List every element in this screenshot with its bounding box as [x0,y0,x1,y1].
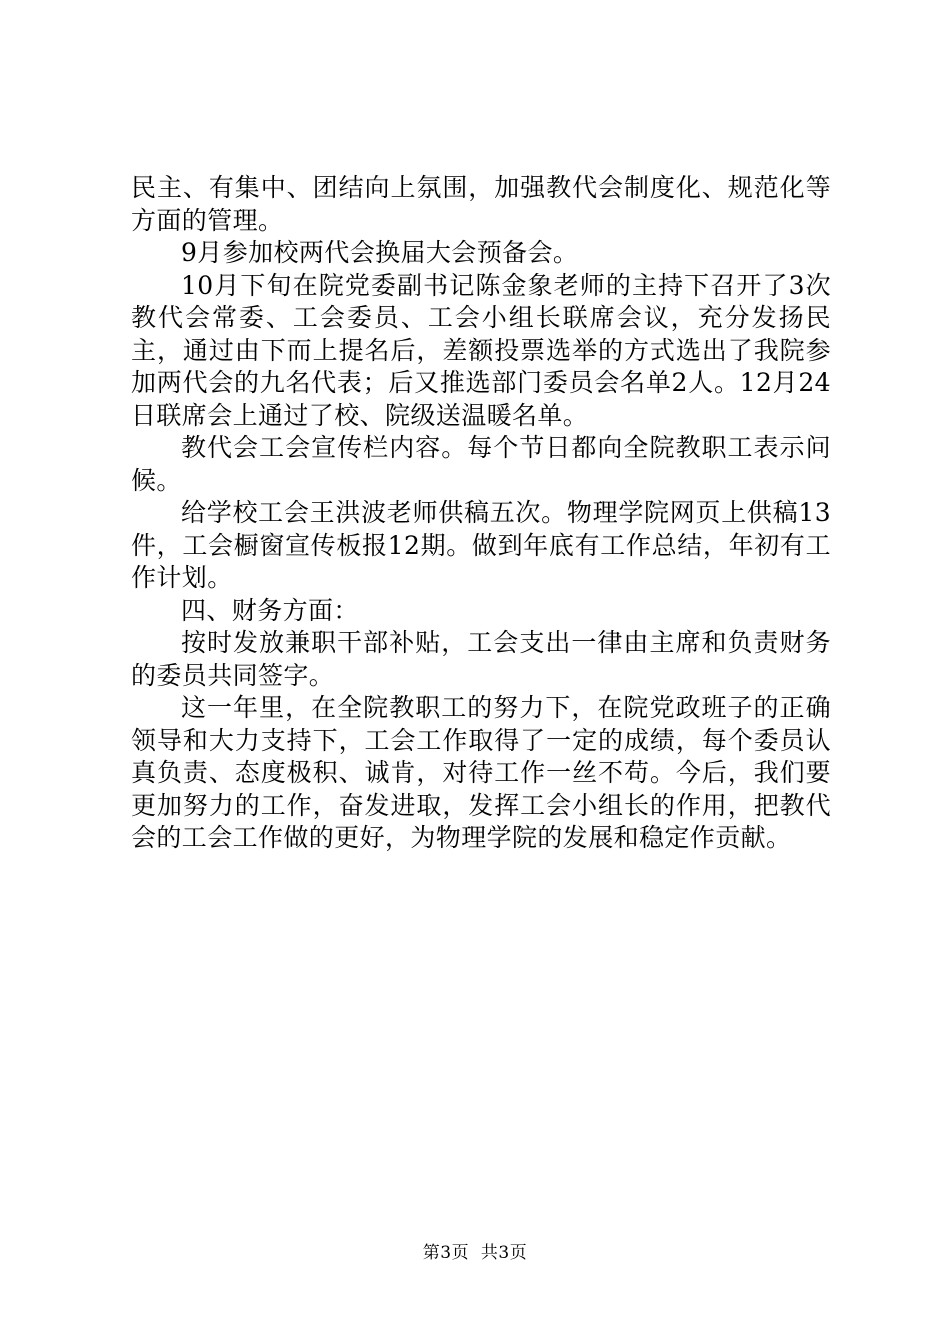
paragraph-2: 9月参加校两代会换届大会预备会。 [181,238,579,267]
paragraph-5: 给学校工会王洪波老师供稿五次。物理学院网页上供稿13件，工会橱窗宣传板报12期。做到年底有工作总结，年初有工作计划。 [131,498,831,592]
page-footer [0,1242,950,1264]
paragraph-4: 教代会工会宣传栏内容。每个节日都向全院教职工表示问候。 [131,433,831,495]
paragraph-1: 民主、有集中、团结向上氛围，加强教代会制度化、规范化等方面的管理。 [131,173,831,235]
section-heading-finance: 四、财务方面： [181,595,359,625]
page-indicator: 第3页 共3页 [422,1243,528,1263]
paragraph-6: 按时发放兼职干部补贴，工会支出一律由主席和负责财务的委员共同签字。 [131,628,831,690]
paragraph-7: 这一年里，在全院教职工的努力下，在院党政班子的正确领导和大力支持下，工会工作取得了一定的成绩，每个委员认真负责、态度极积、诚肯，对待工作一丝不苟。今后，我们要更加努力的工作，奋发进取，发挥工会小组长的作用，把教代会的工会工作做的更好，为物理学院的发展和稳定作贡献。 [131,693,831,852]
document-body [131,172,831,855]
paragraph-3: 10月下旬在院党委副书记陈金象老师的主持下召开了3次教代会常委、工会委员、工会小组长联席会议，充分发扬民主，通过由下而上提名后，差额投票选举的方式选出了我院参加两代会的九名代表；后又推选部门委员会名单2人。12月24日联席会上通过了校、院级送温暖名单。 [131,270,831,430]
